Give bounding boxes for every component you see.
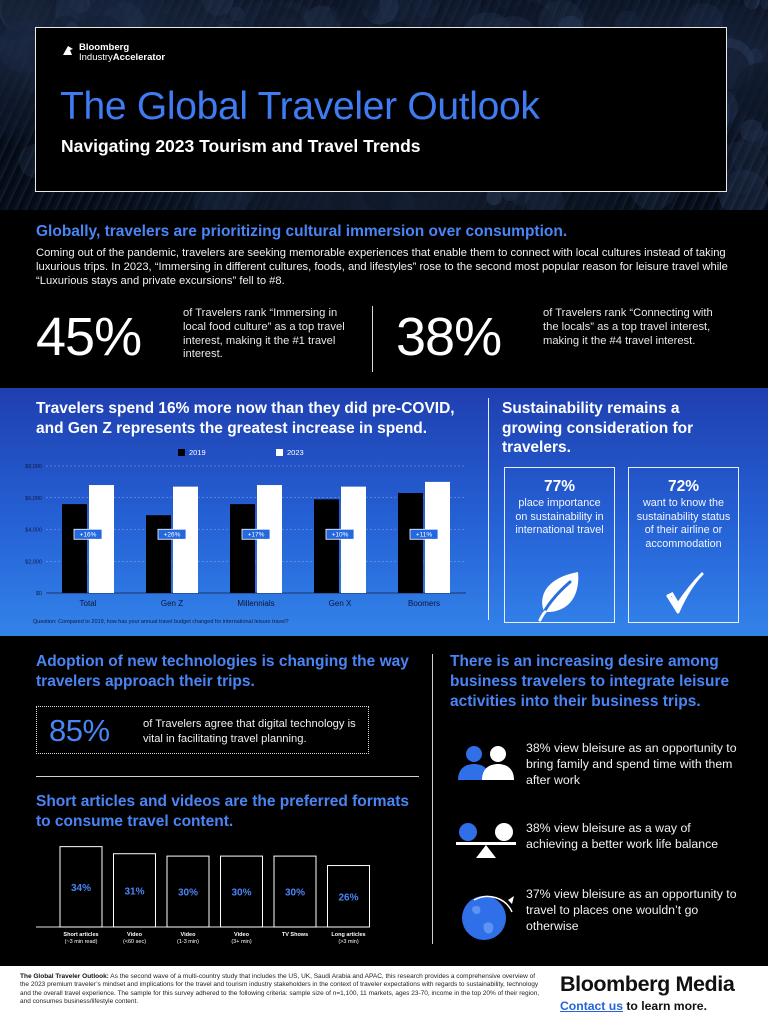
x-tick-label: Gen Z <box>160 599 184 608</box>
spend-heading: Travelers spend 16% more now than they did pre-COVID, and Gen Z represents the greatest increase in spend. <box>36 400 455 437</box>
format-category-sublabel: (~3 min read) <box>64 939 98 945</box>
x-tick-label: Millennials <box>237 599 275 608</box>
bleisure-item-balance <box>450 820 750 880</box>
bleisure-item-travel <box>450 886 750 946</box>
sustainability-heading: Sustainability remains a growing consideration for travelers. <box>502 400 694 456</box>
format-category-label: Video <box>180 932 196 938</box>
increase-label: +17% <box>247 531 265 539</box>
stat-45-value: 45% <box>36 307 142 367</box>
format-category-label: Short articles <box>63 932 99 938</box>
format-category-label: Video <box>127 932 142 938</box>
y-tick-label: $0 <box>35 591 42 597</box>
format-value-label: 30% <box>231 887 252 899</box>
bar-2019-total <box>62 504 87 593</box>
format-value-label: 34% <box>70 882 92 894</box>
x-tick-label: Gen X <box>328 599 352 608</box>
logo-line-2b: Accelerator <box>112 52 166 63</box>
bloomberg-media-logo: Bloomberg Media <box>560 972 735 996</box>
bar-2023-gen-z <box>173 487 198 593</box>
bleisure-heading: There is an increasing desire among business travelers to integrate leisure activities into their business trips. <box>450 653 730 710</box>
y-tick-label: $2,000 <box>25 559 42 566</box>
stat-85-description: of Travelers agree that digital technology is vital in facilitating travel planning. <box>143 718 356 745</box>
format-category-sublabel: (3+ min) <box>231 939 252 945</box>
leaf-icon <box>532 568 588 622</box>
bar-2019-boomers <box>398 493 423 593</box>
stat-38-value: 38% <box>396 307 502 367</box>
x-tick-label: Boomers <box>407 599 441 608</box>
chart-legend <box>178 448 304 457</box>
technology-heading: Adoption of new technologies is changing the way travelers approach their trips. <box>36 653 409 690</box>
band-divider <box>488 398 489 620</box>
format-value-label: 26% <box>338 892 359 904</box>
foliage-blob <box>331 191 351 211</box>
hero-banner <box>0 0 768 210</box>
increase-label: +26% <box>163 531 181 539</box>
x-tick-label: Total <box>79 599 97 608</box>
cultural-immersion-section <box>0 210 768 388</box>
format-category-sublabel: (<60 sec) <box>122 939 147 945</box>
technology-stat-box <box>36 706 369 754</box>
family-people-icon <box>454 740 518 798</box>
y-tick-label: $8,000 <box>25 464 42 470</box>
bar-2019-millennials <box>230 504 255 593</box>
y-tick-label: $6,000 <box>25 495 42 502</box>
format-category-sublabel: (1-3 min) <box>176 939 200 945</box>
increase-label: +11% <box>415 531 433 539</box>
contact-us-link[interactable]: Contact us <box>560 999 623 1013</box>
sustainability-pct-72: 72% <box>667 478 700 495</box>
bar-2023-gen-x <box>341 487 366 593</box>
stat-85-value: 85% <box>49 713 110 748</box>
formats-heading: Short articles and videos are the preferred formats to consume travel content. <box>36 793 409 830</box>
bleisure-item-family <box>450 740 750 800</box>
chart-question-caption: Question: Compared to 2019, how has your annual travel budget changed for international leisure travel? <box>33 619 289 625</box>
legend-label-2023: 2023 <box>287 448 304 457</box>
bar-2019-gen-x <box>314 499 339 593</box>
spend-sustainability-band <box>0 388 768 636</box>
stat-38-description: of Travelers rank “Connecting with the locals” as a top travel interest, making it the #4 travel interest. <box>543 307 713 347</box>
checkmark-icon <box>656 568 712 622</box>
sustainability-text-72: want to know the sustainability status of their airline or accommodation <box>636 497 731 550</box>
column-divider <box>432 654 433 944</box>
cta-rest: to learn more. <box>622 999 707 1013</box>
technology-bleisure-section <box>0 636 768 966</box>
balance-scale-icon <box>454 820 518 878</box>
footer-methodology <box>20 973 540 1006</box>
foliage-blob <box>748 48 763 63</box>
format-value-label: 30% <box>177 887 199 899</box>
foliage-blob <box>760 0 768 9</box>
format-value-label: 31% <box>124 886 145 898</box>
spend-bar-chart <box>25 444 470 616</box>
immersion-body: Coming out of the pandemic, travelers are seeking memorable experiences that enable them to connect with local cultures instead of taking luxurious trips. In 2023, “Immersing in different cultures, foods, and lifestyles” rose to the second most popular reason for leisure travel while “Luxurious stays and private excursions” fell to #8. <box>36 247 728 287</box>
footer-cta <box>560 999 707 1013</box>
sustainability-card-72 <box>628 467 739 623</box>
foliage-blob <box>202 0 234 16</box>
sustainability-text-77: place importance on sustainability in international travel <box>515 497 604 537</box>
format-category-sublabel: (>3 min) <box>338 939 359 945</box>
format-category-label: Long articles <box>331 932 366 938</box>
format-category-label: Video <box>234 932 249 938</box>
foliage-blob <box>229 7 244 22</box>
bleisure-text-family: 38% view bleisure as an opportunity to bring family and spend time with them after work <box>526 741 737 787</box>
sustainability-card-77 <box>504 467 615 623</box>
hero-title-box <box>35 27 727 192</box>
stat-divider <box>372 306 373 372</box>
legend-swatch-2023 <box>276 449 283 456</box>
stat-45-description: of Travelers rank “Immersing in local food culture” as a top travel interest, making it the #1 travel interest. <box>183 307 345 361</box>
bleisure-text-balance: 38% view bleisure as a way of achieving a better work life balance <box>526 821 719 851</box>
bleisure-text-travel: 37% view bleisure as an opportunity to travel to places one wouldn’t go otherwise <box>526 887 737 933</box>
footer-lead: The Global Traveler Outlook: <box>20 973 109 980</box>
page-subtitle: Navigating 2023 Tourism and Travel Trends <box>61 136 421 156</box>
legend-label-2019: 2019 <box>189 448 206 457</box>
page-title: The Global Traveler Outlook <box>60 85 540 128</box>
logo-line-2 <box>79 53 165 63</box>
format-category-label: TV Shows <box>281 932 309 938</box>
y-tick-label: $4,000 <box>25 527 42 534</box>
increase-label: +16% <box>79 531 97 539</box>
footer <box>0 966 768 1024</box>
sustainability-pct-77: 77% <box>543 478 576 495</box>
bloomberg-mark-icon <box>62 45 74 57</box>
legend-swatch-2019 <box>178 449 185 456</box>
increase-label: +10% <box>331 531 349 539</box>
globe-plane-icon <box>454 886 518 944</box>
format-value-label: 30% <box>284 887 306 899</box>
formats-bar-chart <box>36 841 366 953</box>
foliage-blob <box>723 5 756 38</box>
logo-line-2a: Industry <box>79 52 113 63</box>
immersion-heading: Globally, travelers are prioritizing cultural immersion over consumption. <box>36 223 568 240</box>
footer-body: As the second wave of a multi-country study that includes the US, UK, Saudi Arabia and APAC, this research provides a comprehensive overview of the 2023 premium traveler’s mindset and implications for the travel and tourism industry stakeholders in the context of traveler expectations with regards to sustainability, technology and the overall travel experience. The sample for this survey adhered to the following criteria: sample size of n=1,100, 11 markets, ages 23-70, income in the top 20% of their region, and consumes business/lifestyle content. <box>20 973 540 1005</box>
section-divider <box>36 776 419 777</box>
bar-2019-gen-z <box>146 515 171 593</box>
logo-line-1: Bloomberg <box>79 42 130 53</box>
bloomberg-industry-accelerator-logo <box>62 43 165 63</box>
